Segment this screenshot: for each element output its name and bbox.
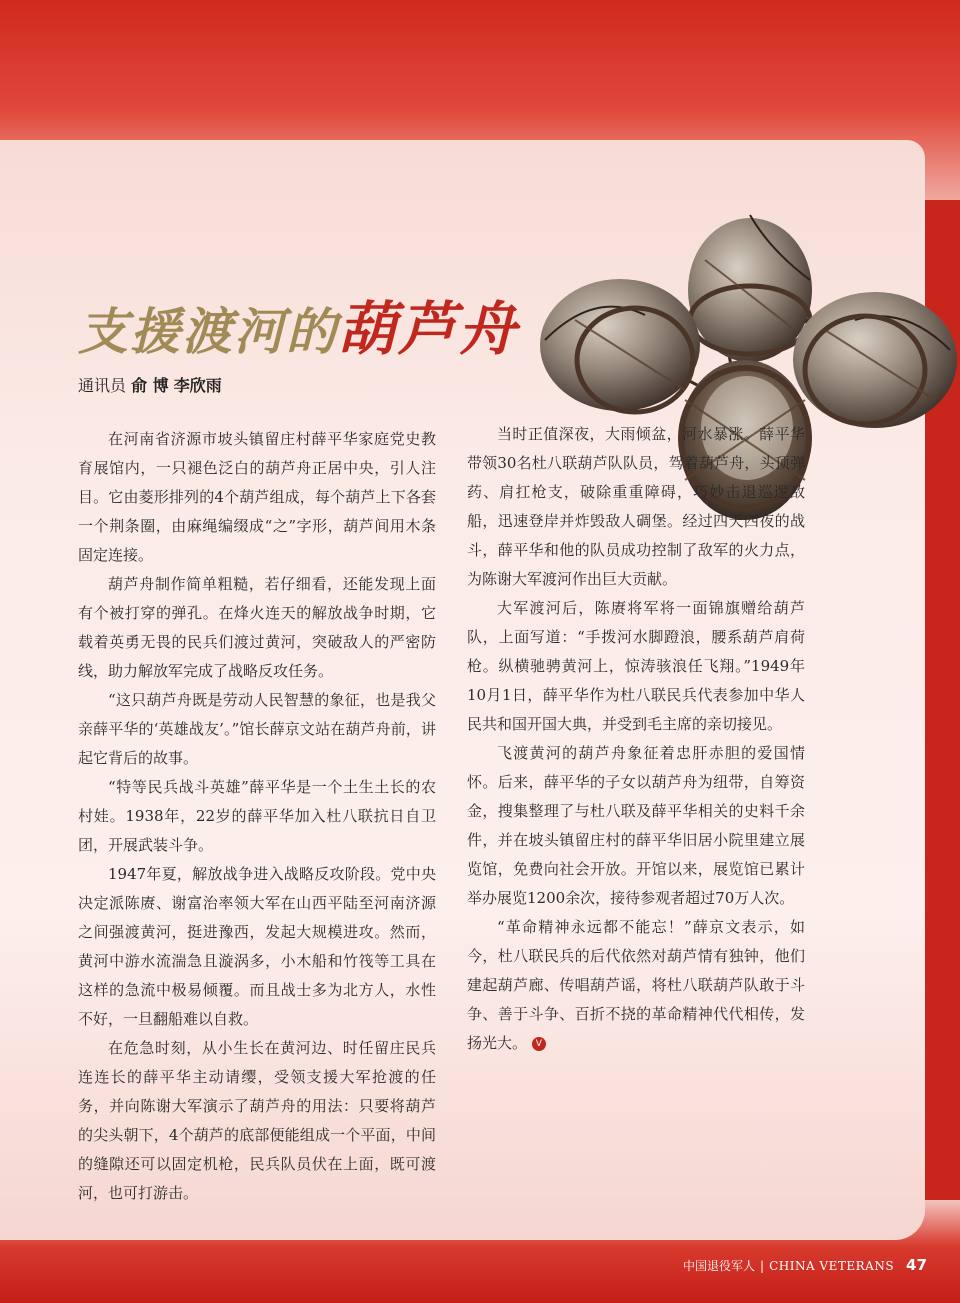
paragraph: 葫芦舟制作简单粗糙，若仔细看，还能发现上面有个被打穿的弹孔。在烽火连天的解放战争时期，它载着英勇无畏的民兵们渡过黄河，突破敌人的严密防线，助力解放军完成了战略反攻任务。 [78, 575, 436, 680]
paragraph: 在危急时刻，从小生长在黄河边、时任留庄民兵连连长的薛平华主动请缨，受领支援大军抢渡的任务，并向陈谢大军演示了葫芦舟的用法：只要将葫芦的尖头朝下，4个葫芦的底部便能组成一个平面，中间的缝隙还可以固定机枪，民兵队员伏在上面，既可渡河，也可打游击。 [78, 1039, 436, 1202]
paragraph: 当时正值深夜，大雨倾盆，河水暴涨。薛平华带领30名杜八联葫芦队队员，驾着葫芦舟，头顶弹药、肩扛枪支，破除重重障碍，巧妙击退巡逻敌船，迅速登岸并炸毁敌人碉堡。经过四天四夜的战斗，薛平华和他的队员成功控制了敌军的火力点，为陈谢大军渡河作出巨大贡献。 [467, 425, 805, 588]
article-left-column [78, 425, 436, 1208]
byline [78, 373, 222, 396]
paragraph-final [467, 913, 805, 1058]
paragraph: 在河南省济源市坡头镇留庄村薛平华家庭党史教育展馆内，一只褪色泛白的葫芦舟正居中央，引人注目。它由菱形排列的4个葫芦组成，每个葫芦上下各套一个荆条圈，由麻绳编缀成“之”字形，葫芦间用木条固定连接。 [78, 430, 436, 564]
byline-author-2: 李欣雨 [173, 376, 222, 395]
page-footer [683, 1256, 927, 1274]
byline-role: 通讯员 [78, 376, 127, 395]
magazine-name-en: CHINA VETERANS [769, 1259, 895, 1273]
paragraph-text: “革命精神永远都不能忘！”薛京文表示，如今，杜八联民兵的后代依然对葫芦情有独钟，他们建起葫芦廊、传唱葫芦谣，将杜八联葫芦队敢于斗争、善于斗争、百折不挠的革命精神代代相传，发扬光大。 [467, 918, 805, 1052]
page-number: 47 [906, 1256, 927, 1274]
paragraph: 飞渡黄河的葫芦舟象征着忠肝赤胆的爱国情怀。后来，薛平华的子女以葫芦舟为纽带，自筹资金，搜集整理了与杜八联及薛平华相关的史料千余件，并在坡头镇留庄村的薛平华旧居小院里建立展览馆，免费向社会开放。开馆以来，展览馆已累计举办展览1200余次，接待参观者超过70万人次。 [467, 744, 805, 907]
magazine-name-cn: 中国退役军人 [683, 1259, 756, 1273]
title-part-1: 支援渡河的 [78, 302, 338, 361]
article-right-column [467, 420, 805, 1058]
paragraph: 1947年夏，解放战争进入战略反攻阶段。党中央决定派陈赓、谢富治率领大军在山西平陆至河南济源之间强渡黄河，挺进豫西，发起大规模进攻。然而，黄河中游水流湍急且漩涡多，小木船和竹筏等工具在这样的急流中极易倾覆。而且战士多为北方人，水性不好，一旦翻船难以自救。 [78, 865, 436, 1028]
paragraph: “特等民兵战斗英雄”薛平华是一个土生土长的农村娃。1938年，22岁的薛平华加入杜八联抗日自卫团，开展武装斗争。 [78, 778, 436, 854]
article-title [78, 282, 518, 366]
title-part-2: 葫芦舟 [338, 295, 519, 363]
end-mark-icon: V [532, 1037, 546, 1051]
paragraph: 大军渡河后，陈赓将军将一面锦旗赠给葫芦队，上面写道：“手拨河水脚蹬浪，腰系葫芦肩荷枪。纵横驰骋黄河上，惊涛骇浪任飞翔。”1949年10月1日，薛平华作为杜八联民兵代表参加中华人民共和国开国大典，并受到毛主席的亲切接见。 [467, 599, 805, 733]
footer-separator: | [760, 1259, 765, 1273]
paragraph: “这只葫芦舟既是劳动人民智慧的象征，也是我父亲薛平华的‘英雄战友’。”馆长薛京文站在葫芦舟前，讲起它背后的故事。 [78, 691, 436, 767]
byline-author-1: 俞 博 [131, 376, 169, 395]
